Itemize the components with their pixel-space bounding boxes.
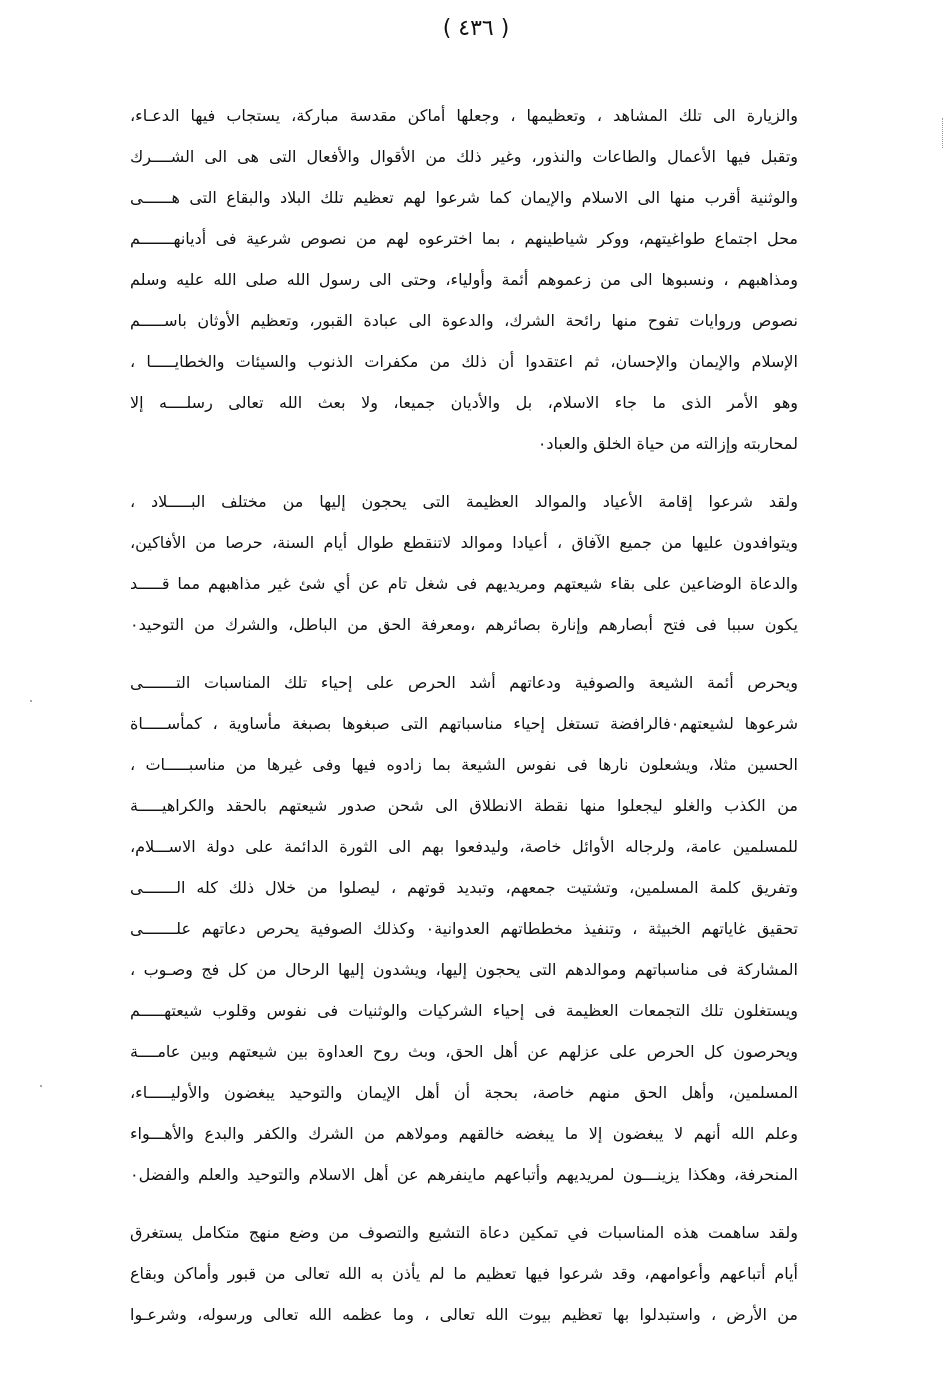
text-line: للمسلمين عامة، ولرجاله الأوائل خاصة، وليدفعوا بهم الى الثورة الدائمة على دولة الاســـلام، (130, 837, 798, 856)
text-line: محل اجتماع طواغيتهم، ووكر شياطينهم ، بما اخترعوه لهم من نصوص شرعية فى أديانهـــــــم (130, 229, 798, 248)
page-number: ( ٤٣٦ ) (442, 16, 510, 41)
text-line: أيام أتباعهم وأعوامهم، وقد شرعوا فيها تعظيم ما لم يأذن به الله تعالى من قبور وأماكن وبقاع (130, 1264, 798, 1283)
text-line: وعلم الله أنهم لا يبغضون إلا ما يبغضه خالقهم ومولاهم من الشرك والكفر والبدع والأهـــواء (130, 1124, 798, 1143)
text-line: والزيارة الى تلك المشاهد ، وتعظيمها ، وجعلها أماكن مقدسة مباركة، يستجاب فيها الدعـاء، (130, 106, 798, 125)
text-line: من الكذب والغلو ليجعلوا منها نقطة الانطلاق الى شحن صدور شيعتهم بالحقد والكراهيـــــة (130, 796, 798, 815)
text-line: ويستغلون تلك التجمعات العظيمة فى إحياء الشركيات والوثنيات فى نفوس وقلوب شيعتهـــــم (130, 1001, 798, 1020)
text-line: ولقد شرعوا إقامة الأعياد والموالد العظيمة التى يحجون إليها من مختلف البـــــلاد ، (130, 492, 798, 511)
text-line: تحقيق غاياتهم الخبيثة ، وتنفيذ مخططاتهم العدوانية٠ وكذلك الصوفية يحرص دعاتهم علـــــــى (130, 919, 798, 938)
text-line: من الأرض ، واستبدلوا بها تعظيم بيوت الله تعالى ، وما عظمه الله تعالى ورسوله، وشرعـوا (130, 1305, 798, 1324)
paragraph-2 (130, 481, 798, 645)
text-line: الإسلام والإيمان والإحسان، ثم اعتقدوا أن ذلك من مكفرات الذنوب والسيئات والخطايـــــا ، (130, 352, 798, 371)
text-line: الحسين مثلا، ويشعلون نارها فى نفوس الشيعة بما زادوه فيها وفى غيرها من مناسبـــــات ، (130, 755, 798, 774)
body-text (130, 95, 798, 1335)
text-line: المنحرفة، وهكذا يزينـــون لمريديهم وأتباعهم ماينفرهم عن أهل الاسلام والتوحيد والعلم والفضل٠ (130, 1165, 798, 1184)
text-line: لمحاربته وإزالته من حياة الخلق والعباد٠ (537, 434, 798, 453)
text-line: ولقد ساهمت هذه المناسبات في تمكين دعاة التشيع والتصوف من وضع منهج متكامل يستغرق (130, 1223, 798, 1242)
text-line: ويحرص أئمة الشيعة والصوفية ودعاتهم أشد الحرص على إحياء تلك المناسبات التـــــــى (130, 673, 798, 692)
text-line: ومذاهبهم ، ونسبوها الى من زعموهم أئمة وأولياء، وحتى الى رسول الله صلى الله عليه وسلم (130, 270, 798, 289)
text-line: يكون سببا فى فتح أبصارهم وإنارة بصائرهم ،ومعرفة الحق من الباطل، والشرك من التوحيد٠ (130, 615, 798, 634)
text-line: وهو الأمر الذى ما جاء الاسلام، بل والأديان جميعا، ولا بعث الله تعالى رسلــــه إلا (130, 393, 798, 412)
scan-speck (30, 700, 32, 702)
text-line: والدعاة الوضاعين على بقاء شيعتهم ومريديهم فى شغل تام عن أي شئ غير مذاهبهم مما قـــــد (130, 574, 798, 593)
paragraph-1 (130, 95, 798, 464)
scan-speck (40, 1085, 42, 1087)
paragraph-4 (130, 1212, 798, 1335)
text-line: وتقبل فيها الأعمال والطاعات والنذور، وغير ذلك من الأقوال والأفعال التى هى الى الشــــرك (130, 147, 798, 166)
text-line: والوثنية أقرب منها الى الاسلام والإيمان كما شرعوا لهم تعظيم تلك البلاد والبقاع التى هــــــى (130, 188, 798, 207)
text-line: المشاركة فى مناسباتهم وموالدهم التى يحجون إليها، ويشدون إليها الرحال من كل فج وصـوب ، (130, 960, 798, 979)
text-line: ويتوافدون عليها من جميع الآفاق ، أعيادا وموالد لاتنقطع طوال أيام السنة، حرصا من الأفاكين، (130, 533, 798, 552)
paragraph-3 (130, 662, 798, 1195)
text-line: نصوص وروايات تفوح منها رائحة الشرك، والدعوة الى عبادة القبور، وتعظيم الأوثان باســـــم (130, 311, 798, 330)
text-line: ويحرصون كل الحرص على عزلهم عن أهل الحق، وبث روح العداوة بين شيعتهم وبين عامــــة (130, 1042, 798, 1061)
text-line: المسلمين، وأهل الحق منهم خاصة، بحجة أن أهل الإيمان والتوحيد يبغضون والأوليـــــاء، (130, 1083, 798, 1102)
margin-mark (942, 118, 946, 148)
text-line: شرعوها لشيعتهم٠فالرافضة تستغل إحياء مناسباتهم التى صبغوها بصبغة مأساوية ، كمأســـــاة (130, 714, 798, 733)
text-line: وتفريق كلمة المسلمين، وتشتيت جمعهم، وتبديد قوتهم ، ليصلوا من خلال ذلك كله الـــــــى (130, 878, 798, 897)
